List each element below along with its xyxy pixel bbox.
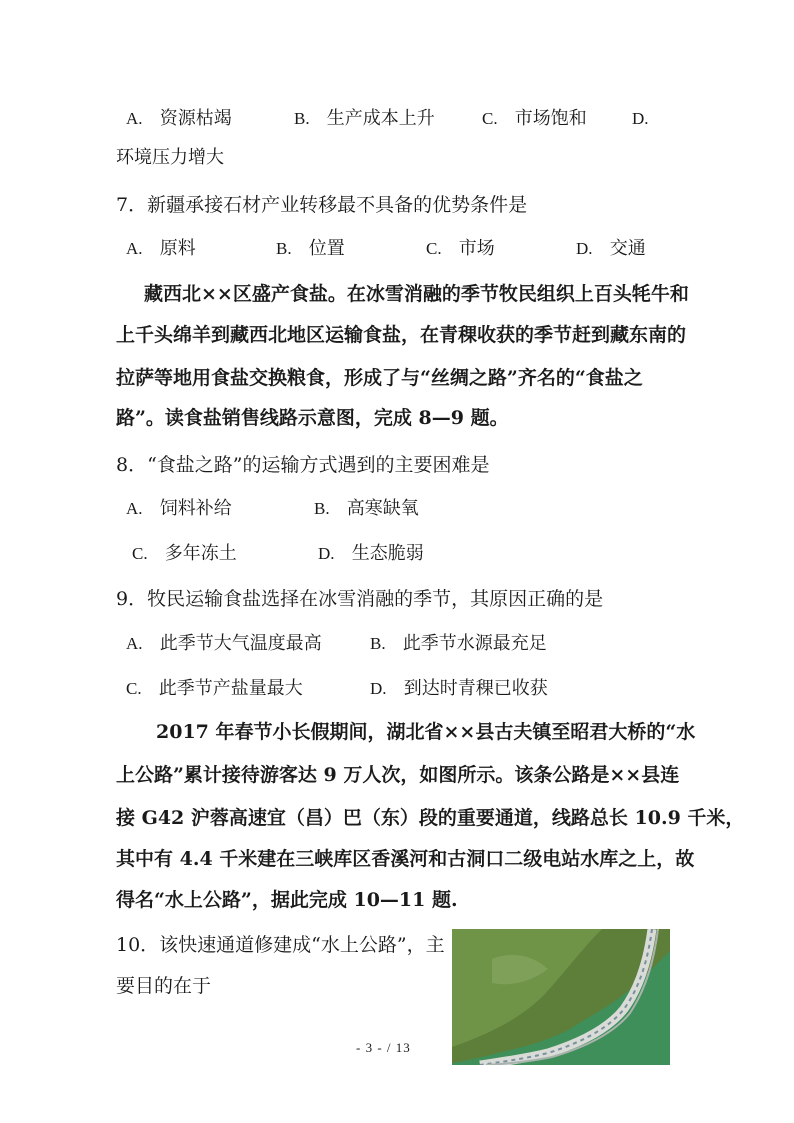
q9-option-b: B. 此季节水源最充足 — [370, 633, 547, 654]
q7-stem: 7．新疆承接石材产业转移最不具备的优势条件是 — [116, 194, 528, 216]
q7-option-d: D. 交通 — [576, 238, 646, 259]
passage1-line-3: 拉萨等地用食盐交换粮食，形成了与“丝绸之路”齐名的“食盐之 — [116, 367, 643, 389]
passage2-line-3: 接 G42 沪蓉高速宜（昌）巴（东）段的重要通道，线路总长 10.9 千米， — [116, 807, 745, 829]
q6-option-d: D. — [632, 109, 649, 128]
q6-option-a: A. 资源枯竭 — [126, 108, 232, 129]
q6-option-c: C. 市场饱和 — [482, 108, 587, 129]
q8-option-b: B. 高寒缺氧 — [314, 498, 419, 519]
q10-stem-line-2: 要目的在于 — [116, 975, 212, 997]
water-highway-photo — [452, 929, 670, 1065]
q9-option-a: A. 此季节大气温度最高 — [126, 633, 322, 654]
passage2-line-2: 上公路”累计接待游客达 9 万人次，如图所示。该条公路是××县连 — [116, 764, 680, 786]
passage1-line-4: 路”。读食盐销售线路示意图，完成 8—9 题。 — [116, 407, 509, 429]
q9-option-c: C. 此季节产盐量最大 — [126, 678, 303, 699]
passage1-line-2: 上千头绵羊到藏西北地区运输食盐，在青稞收获的季节赶到藏东南的 — [116, 324, 687, 346]
q7-option-a: A. 原料 — [126, 238, 196, 259]
q6-option-b: B. 生产成本上升 — [294, 108, 435, 129]
q7-option-b: B. 位置 — [276, 238, 345, 259]
passage1-line-1: 藏西北××区盛产食盐。在冰雪消融的季节牧民组织上百头牦牛和 — [144, 283, 689, 305]
passage2-line-5: 得名“水上公路”，据此完成 10—11 题. — [116, 889, 458, 911]
q9-stem: 9．牧民运输食盐选择在冰雪消融的季节，其原因正确的是 — [116, 588, 604, 610]
q8-stem: 8．“食盐之路”的运输方式遇到的主要困难是 — [116, 454, 490, 476]
q8-option-a: A. 饲料补给 — [126, 498, 232, 519]
q10-stem-line-1: 10．该快速通道修建成“水上公路”，主 — [116, 934, 445, 956]
q8-option-c: C. 多年冻土 — [132, 543, 237, 564]
q9-option-d: D. 到达时青稞已收获 — [370, 678, 548, 699]
q6-option-d-text: 环境压力增大 — [116, 147, 224, 168]
passage2-line-4: 其中有 4.4 千米建在三峡库区香溪河和古洞口二级电站水库之上，故 — [116, 848, 695, 870]
passage2-line-1: 2017 年春节小长假期间，湖北省××县古夫镇至昭君大桥的“水 — [156, 721, 696, 743]
q7-option-c: C. 市场 — [426, 238, 495, 259]
water-highway-illustration — [452, 929, 670, 1065]
page-number: - 3 - / 13 — [356, 1040, 411, 1055]
q8-option-d: D. 生态脆弱 — [318, 543, 424, 564]
